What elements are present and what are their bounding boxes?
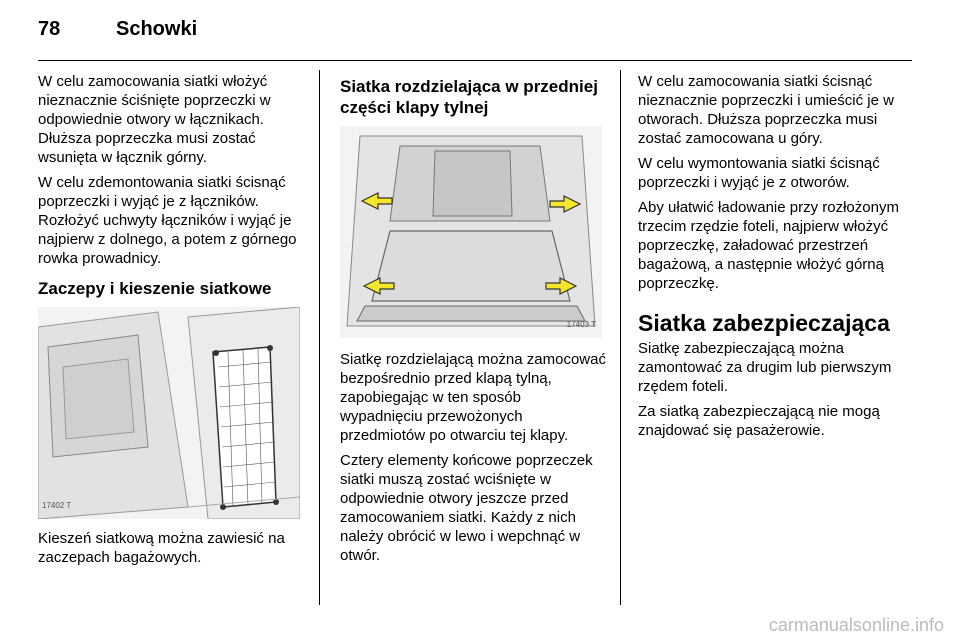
section-heading: Siatka zabezpieczająca [638, 310, 890, 336]
tailgate-net-illustration [340, 126, 602, 338]
paragraph: Aby ułatwić ładowanie przy rozłożonym trzecim rzędzie foteli, najpierw włożyć poprzeczkę, załadować przestrzeń bagażową, a następnie włożyć górną poprzeczkę. [638, 199, 899, 292]
column-1 [38, 72, 306, 573]
column-divider-1 [319, 70, 320, 605]
section-heading: Zaczepy i kieszenie siatkowe [38, 279, 272, 298]
section-heading: Siatka rozdzielająca w przedniej części klapy tylnej [340, 77, 598, 117]
paragraph: W celu wymontowania siatki ścisnąć poprzeczki i wyjąć je z otworów. [638, 155, 880, 191]
page-title: Schowki [116, 18, 198, 40]
figure-label: 17403 T [566, 320, 596, 329]
figure-tailgate-net [340, 126, 602, 338]
paragraph: Siatkę rozdzielającą można zamocować bezpośrednio przed klapą tylną, zapobiegając w ten sposób wypadnięciu przewożonych przedmiotów po otwarciu tej klapy. [340, 351, 606, 444]
figure-net-pocket [38, 307, 300, 519]
paragraph: Cztery elementy końcowe poprzeczek siatki muszą zostać wciśnięte w odpowiednie otwory jeszcze przed zamocowaniem siatki. Każdy z nich należy obrócić w lewo i wepchnąć w otwór. [340, 452, 593, 564]
page-number: 78 [38, 18, 61, 40]
paragraph: W celu zamocowania siatki włożyć nieznacznie ściśnięte poprzeczki w odpowiednie otwory w łącznikach. Dłuższa poprzeczka musi zostać wsunięta w łącznik górny. [38, 73, 271, 166]
column-3 [638, 72, 910, 446]
paragraph: Kieszeń siatkową można zawiesić na zaczepach bagażowych. [38, 530, 285, 566]
column-2 [340, 72, 606, 571]
paragraph: W celu zdemontowania siatki ścisnąć poprzeczki i wyjąć je z łączników. Rozłożyć uchwyty łączników i wyjąć je najpierw z dolnego, a potem z górnego rowka prowadnicy. [38, 174, 297, 267]
net-pocket-illustration [38, 307, 300, 519]
column-divider-2 [620, 70, 621, 605]
watermark: carmanualsonline.info [768, 615, 944, 635]
figure-label: 17402 T [42, 501, 72, 510]
paragraph: Siatkę zabezpieczającą można zamontować za drugim lub pierwszym rzędem foteli. [638, 340, 892, 395]
paragraph: Za siatką zabezpieczającą nie mogą znajdować się pasażerowie. [638, 403, 880, 439]
header-rule [38, 60, 912, 61]
paragraph: W celu zamocowania siatki ścisnąć nieznacznie poprzeczki i umieścić je w otworach. Dłuższa poprzeczka musi zostać zamocowana u góry. [638, 73, 894, 147]
